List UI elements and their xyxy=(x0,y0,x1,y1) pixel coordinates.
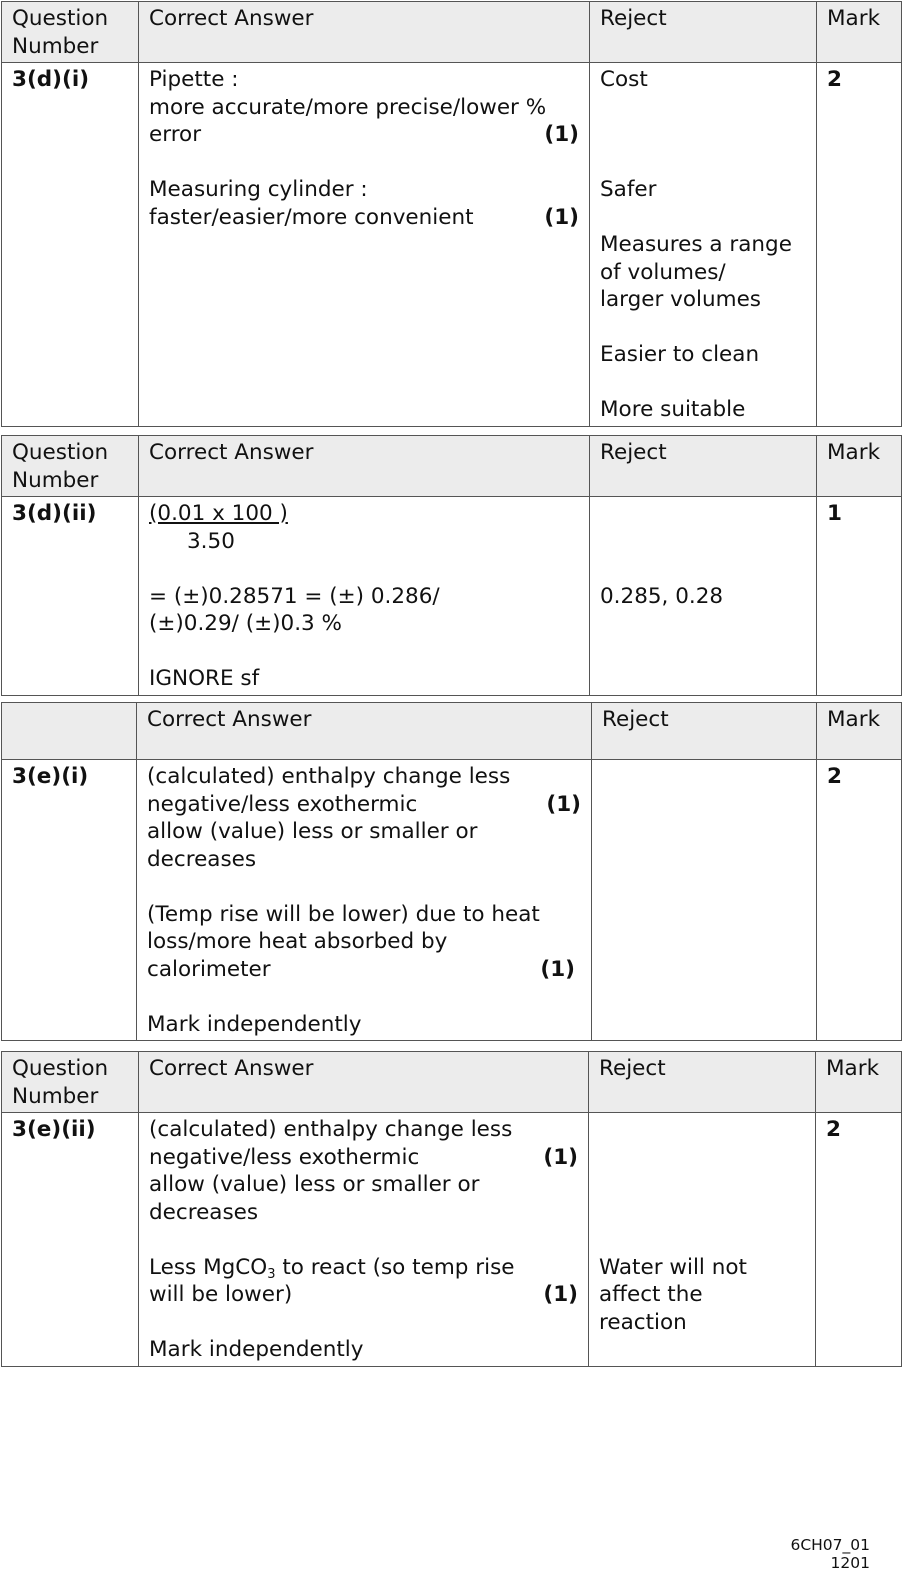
header-question-number xyxy=(2,703,137,760)
formula-line: Less MgCO$_3$ to react (so temp rise xyxy=(149,1254,515,1282)
mark-total: 2 xyxy=(816,1113,902,1367)
header-reject: Reject xyxy=(592,703,817,760)
fraction-denominator: 3.50 xyxy=(187,528,235,554)
header-reject: Reject xyxy=(589,1052,816,1113)
header-correct-answer: Correct Answer xyxy=(139,436,590,497)
header-mark: Mark xyxy=(816,1052,902,1113)
header-question-number: Question Number xyxy=(2,2,139,63)
mark-allocation: (1) xyxy=(543,1282,578,1307)
table-row xyxy=(2,760,902,1041)
table-header-row xyxy=(2,436,902,497)
question-number: 3(d)(i) xyxy=(2,63,139,427)
header-mark: Mark xyxy=(817,436,902,497)
header-correct-answer: Correct Answer xyxy=(139,1052,589,1113)
mark-allocation: (1) xyxy=(543,1144,578,1170)
reject-answers: Water will not affect the reaction xyxy=(589,1113,816,1367)
table-header-row xyxy=(2,703,902,760)
table-header-row xyxy=(2,1052,902,1113)
page-footer xyxy=(787,1536,870,1572)
header-reject: Reject xyxy=(590,2,817,63)
mark-scheme-table-3dii xyxy=(1,435,902,696)
mark-allocation: (1) xyxy=(540,956,575,982)
exam-session: 1201 xyxy=(830,1554,870,1572)
question-number: 3(e)(ii) xyxy=(2,1113,139,1367)
mark-scheme-table-3di xyxy=(1,1,902,427)
fraction-numerator: (0.01 x 100 ) xyxy=(149,501,288,526)
subscript: 3 xyxy=(267,1266,276,1282)
reject-answers: Cost Safer Measures a range of volumes/ larger volumes Easier to clean More suitable xyxy=(590,63,817,427)
mark-total: 2 xyxy=(817,63,902,427)
table-row xyxy=(2,1113,902,1367)
mark-scheme-table-3eii xyxy=(1,1051,902,1367)
table-row xyxy=(2,63,902,427)
header-mark: Mark xyxy=(817,2,902,63)
header-reject: Reject xyxy=(590,436,817,497)
question-number: 3(d)(ii) xyxy=(2,497,139,696)
header-mark: Mark xyxy=(817,703,902,760)
mark-allocation: (1) xyxy=(544,122,579,147)
mark-total: 2 xyxy=(817,760,902,1041)
mark-scheme-table-3ei xyxy=(1,702,902,1041)
correct-answer: (calculated) enthalpy change less negative/less exothermic (1) allow (value) less or smaller or decreases (Temp rise will be lower) due to heat loss/more heat absorbed by calorimeter (1) Mark independently xyxy=(137,760,592,1041)
table-row xyxy=(2,497,902,696)
header-correct-answer: Correct Answer xyxy=(137,703,592,760)
reject-answers: 0.285, 0.28 xyxy=(590,497,817,696)
correct-answer: Pipette : more accurate/more precise/lower % error (1) Measuring cylinder : faster/easier/more convenient (1) xyxy=(139,63,590,427)
header-question-number: Question Number xyxy=(2,436,139,497)
mark-allocation: (1) xyxy=(544,204,579,230)
correct-answer: (0.01 x 100 ) 3.50 = (±)0.28571 = (±) 0.286/ (±)0.29/ (±)0.3 % IGNORE sf xyxy=(139,497,590,696)
question-number: 3(e)(i) xyxy=(2,760,137,1041)
mark-total: 1 xyxy=(817,497,902,696)
correct-answer: (calculated) enthalpy change less negative/less exothermic (1) allow (value) less or smaller or decreases Less MgCO$_3$ to react (so temp rise will be lower) (1) Mark independently xyxy=(139,1113,589,1367)
mark-allocation: (1) xyxy=(546,791,581,817)
reject-answers xyxy=(592,760,817,1041)
header-question-number: Question Number xyxy=(2,1052,139,1113)
table-header-row xyxy=(2,2,902,63)
paper-code: 6CH07_01 xyxy=(790,1536,870,1554)
header-correct-answer: Correct Answer xyxy=(139,2,590,63)
